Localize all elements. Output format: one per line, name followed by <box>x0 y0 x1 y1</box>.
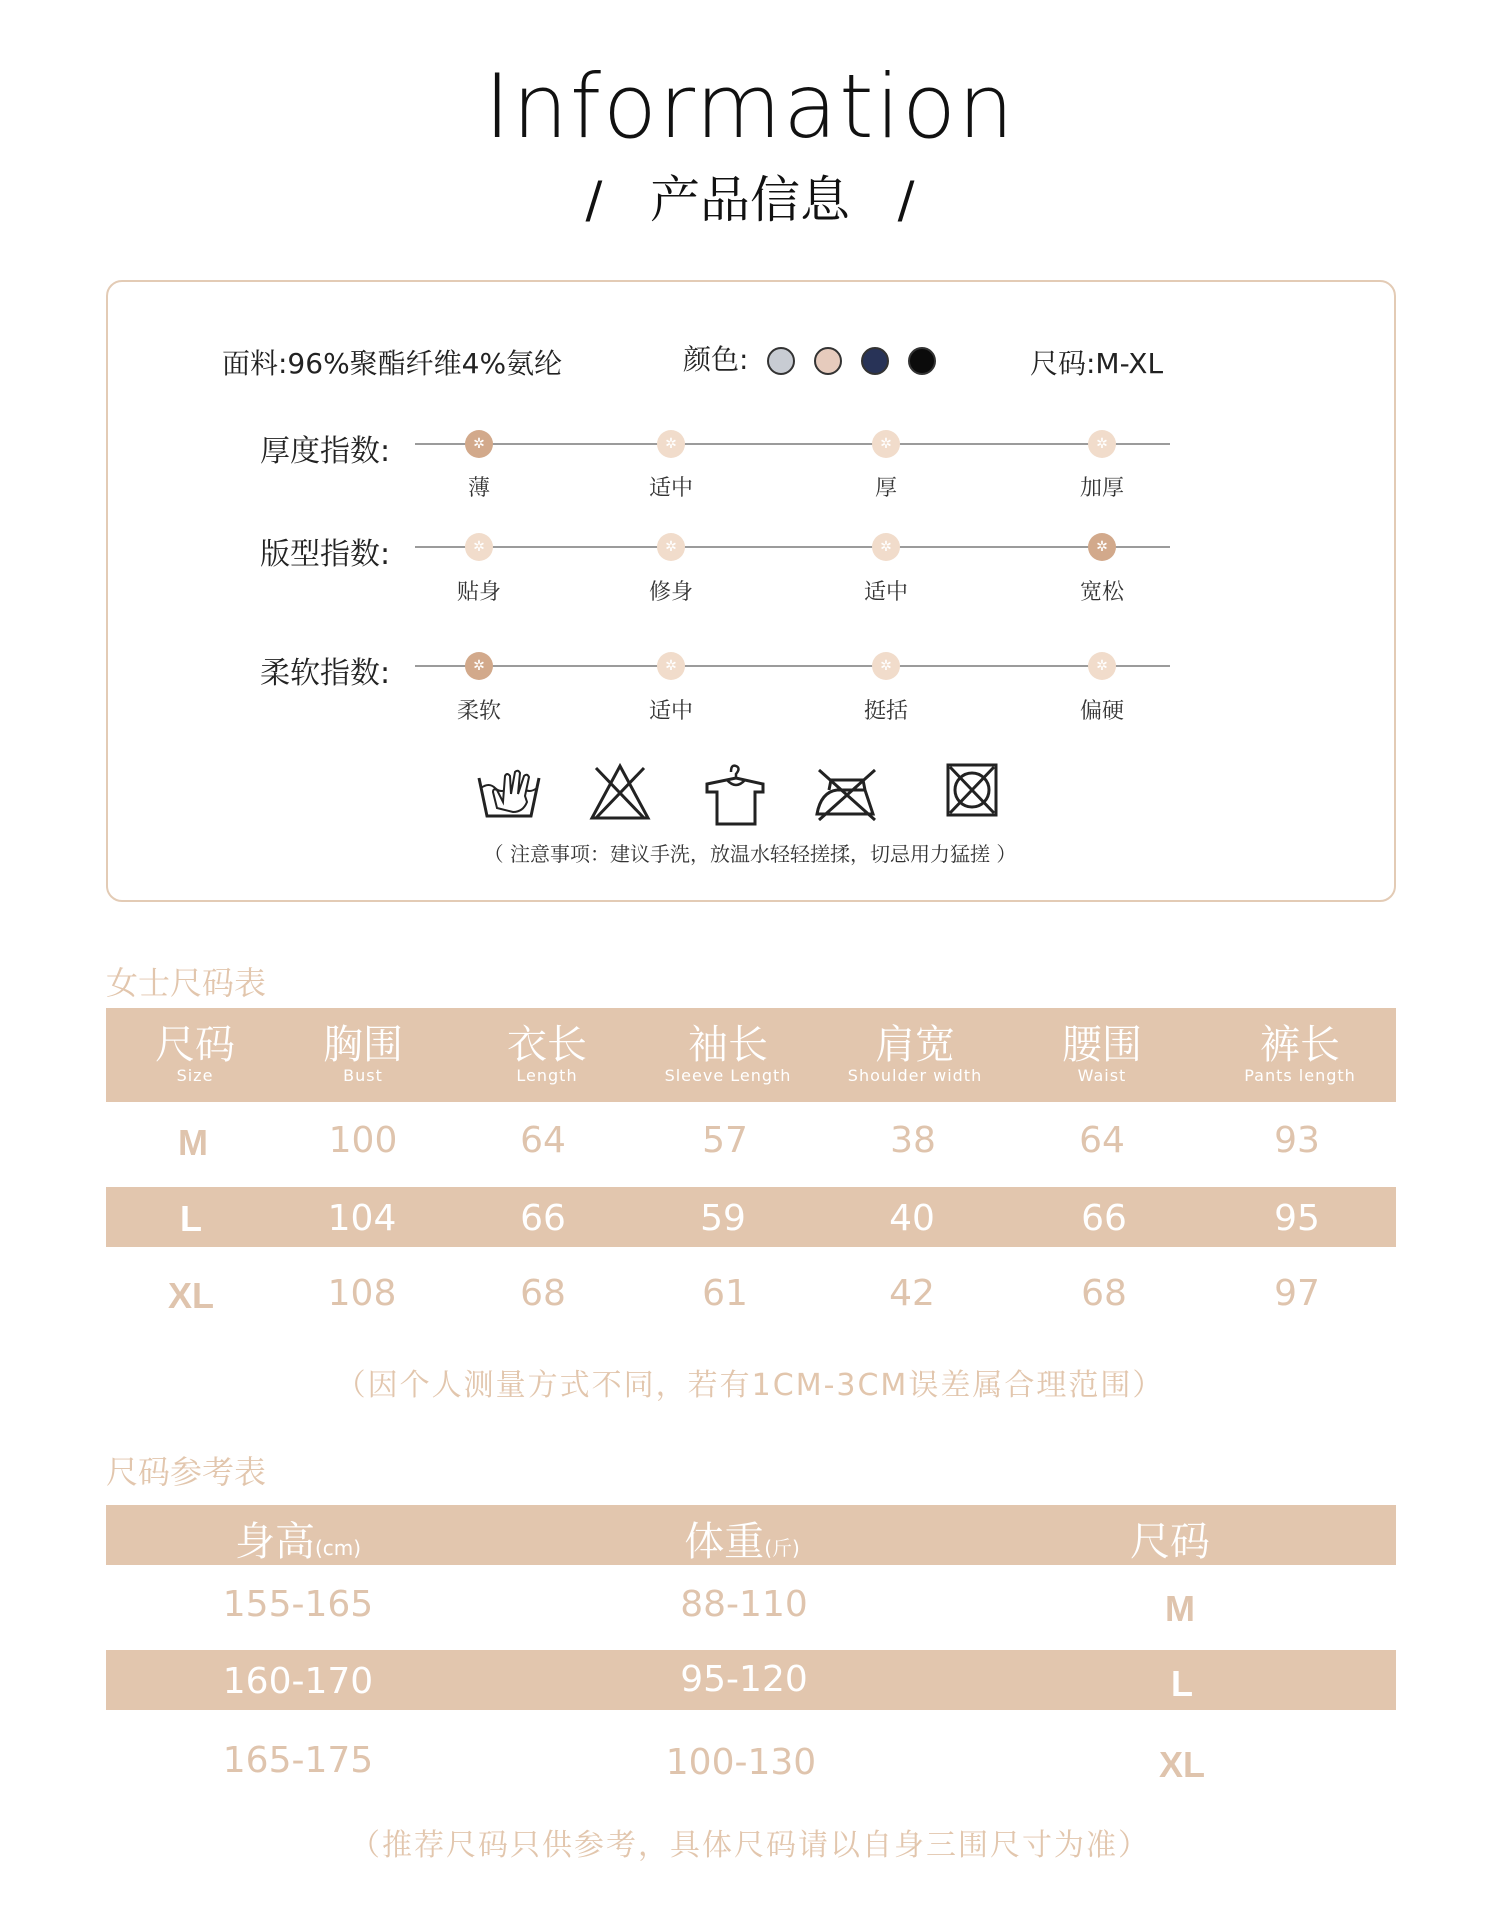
color-label: 颜色: <box>683 343 749 376</box>
color-swatch-grey <box>767 347 795 375</box>
ref-table-title: 尺码参考表 <box>106 1453 267 1491</box>
col-header-length: 衣长 Length <box>507 1022 587 1085</box>
table-cell: 68 <box>1081 1273 1127 1314</box>
color-swatch-black <box>908 347 936 375</box>
no-iron-icon <box>813 762 879 822</box>
table-cell: L <box>1171 1663 1193 1704</box>
table-cell: 104 <box>327 1198 397 1239</box>
page-title: Information <box>484 55 1016 158</box>
index-option: 修身 <box>648 580 693 605</box>
index-marker: ✲ <box>657 652 685 680</box>
color-swatch-navy <box>861 347 889 375</box>
index-track <box>415 443 1170 445</box>
index-option: 适中 <box>648 699 693 724</box>
index-marker: ✲ <box>465 652 493 680</box>
index-option: 厚 <box>874 476 897 501</box>
table-cell: M <box>178 1122 208 1163</box>
page-subtitle: / 产品信息 / <box>585 171 915 229</box>
table-cell: 108 <box>327 1273 397 1314</box>
fabric-spec: 面料:96%聚酯纤维4%氨纶 <box>222 347 563 380</box>
table-cell: 100 <box>328 1120 398 1161</box>
col-header-bust: 胸围 Bust <box>323 1022 403 1085</box>
index-option: 适中 <box>648 476 693 501</box>
index-marker: ✲ <box>1088 652 1116 680</box>
hand-wash-icon <box>475 762 543 822</box>
index-option: 薄 <box>467 476 490 501</box>
index-option: 挺括 <box>863 699 908 724</box>
table-cell: XL <box>1158 1744 1205 1785</box>
index-marker: ✲ <box>1088 430 1116 458</box>
col-header-weight: 体重(斤) <box>684 1519 800 1565</box>
table-cell: 42 <box>889 1273 935 1314</box>
index-marker: ✲ <box>1088 533 1116 561</box>
table-cell: 95-120 <box>680 1659 808 1700</box>
table-cell: 40 <box>889 1198 935 1239</box>
index-option: 加厚 <box>1079 476 1124 501</box>
size-table-note: （因个人测量方式不同，若有1CM-3CM误差属合理范围） <box>335 1368 1165 1403</box>
index-marker: ✲ <box>657 533 685 561</box>
index-marker: ✲ <box>872 533 900 561</box>
table-cell: 57 <box>702 1120 748 1161</box>
color-spec <box>683 338 936 378</box>
table-cell: 97 <box>1274 1273 1320 1314</box>
index-option: 贴身 <box>456 580 501 605</box>
table-cell: 66 <box>520 1198 566 1239</box>
size-table-title: 女士尺码表 <box>106 964 267 1002</box>
index-label: 柔软指数: <box>260 656 391 691</box>
index-marker: ✲ <box>657 430 685 458</box>
index-marker: ✲ <box>465 533 493 561</box>
table-cell: XL <box>167 1275 214 1316</box>
col-header-pants: 裤长 Pants length <box>1244 1022 1356 1085</box>
table-cell: 66 <box>1081 1198 1127 1239</box>
table-cell: 38 <box>890 1120 936 1161</box>
table-cell: 155-165 <box>222 1584 374 1625</box>
size-spec: 尺码:M-XL <box>1030 347 1164 380</box>
index-label: 版型指数: <box>260 537 391 572</box>
table-cell: 64 <box>1079 1120 1125 1161</box>
index-track <box>415 546 1170 548</box>
table-cell: L <box>180 1198 202 1239</box>
index-option: 适中 <box>863 580 908 605</box>
col-header-waist: 腰围 Waist <box>1062 1022 1142 1085</box>
col-header-sleeve: 袖长 Sleeve Length <box>664 1022 792 1085</box>
no-tumble-dry-icon <box>945 762 999 818</box>
ref-table-note: （推荐尺码只供参考，具体尺码请以自身三围尺寸为准） <box>350 1828 1150 1863</box>
table-cell: 160-170 <box>222 1661 374 1702</box>
table-cell: 64 <box>520 1120 566 1161</box>
index-label: 厚度指数: <box>260 434 391 469</box>
table-cell: 61 <box>702 1273 748 1314</box>
index-track <box>415 665 1170 667</box>
no-bleach-icon <box>588 762 652 822</box>
col-header-height: 身高(cm) <box>234 1519 362 1565</box>
color-swatch-pink <box>814 347 842 375</box>
table-cell: 165-175 <box>222 1740 374 1781</box>
table-cell: 95 <box>1274 1198 1320 1239</box>
index-option: 偏硬 <box>1079 699 1124 724</box>
table-cell: 93 <box>1274 1120 1320 1161</box>
col-header-ref-size: 尺码 <box>1130 1519 1210 1565</box>
table-cell: 100-130 <box>665 1742 817 1783</box>
index-option: 柔软 <box>456 699 501 724</box>
table-cell: 68 <box>520 1273 566 1314</box>
index-marker: ✲ <box>872 652 900 680</box>
table-cell: M <box>1165 1588 1195 1629</box>
table-cell: 59 <box>700 1198 746 1239</box>
care-note: （ 注意事项：建议手洗，放温水轻轻搓揉，切忌用力猛搓 ） <box>483 842 1017 866</box>
index-marker: ✲ <box>465 430 493 458</box>
col-header-size: 尺码 Size <box>155 1022 235 1085</box>
index-option: 宽松 <box>1079 580 1124 605</box>
hang-dry-icon <box>703 762 767 826</box>
table-cell: 88-110 <box>680 1584 808 1625</box>
col-header-shoulder: 肩宽 Shoulder width <box>847 1022 983 1085</box>
index-marker: ✲ <box>872 430 900 458</box>
